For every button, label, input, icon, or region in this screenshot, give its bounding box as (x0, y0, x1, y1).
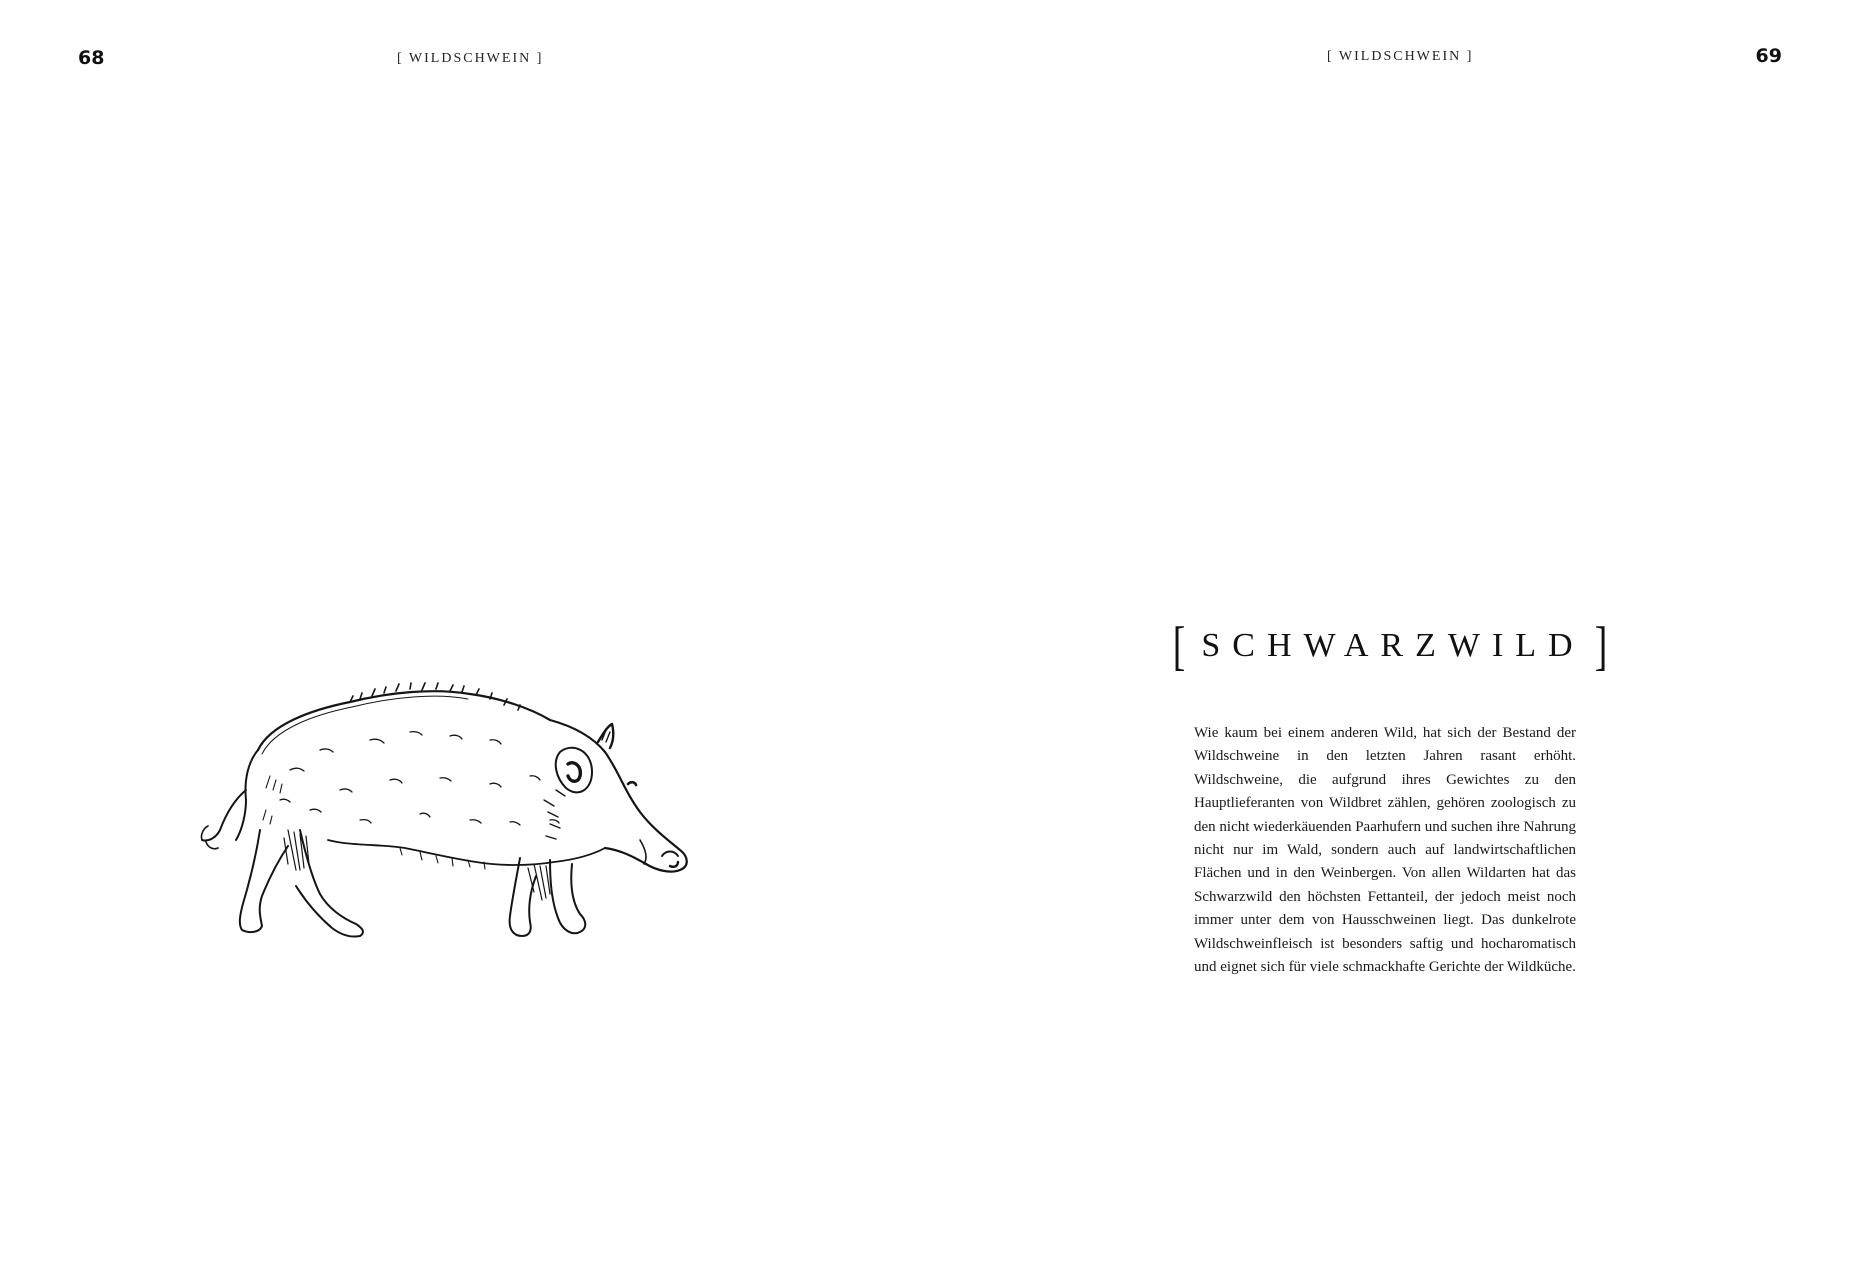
chapter-title-text: SCHWARZWILD (1201, 627, 1585, 664)
chapter-title-close-bracket: ] (1594, 616, 1608, 676)
page-number-left: 68 (78, 47, 105, 69)
running-head-left: [ WILDSCHWEIN ] (397, 51, 544, 66)
body-paragraph: Wie kaum bei einem anderen Wild, hat sich der Bestand der Wildschweine in den letzten Jahren rasant erhöht. Wildschweine, die aufgrund ihres Gewichtes zu den Hauptlieferanten von Wildbret zählen, gehören zoologisch zu den nicht wiederkäuenden Paarhufern und suchen ihre Nahrung nicht nur im Wald, sondern auch auf landwirtschaftlichen Flächen und in den Weinbergen. Von allen Wildarten hat das Schwarzwild den höchsten Fettanteil, der jedoch meist noch immer unter dem von Hausschweinen liegt. Das dunkelrote Wildschweinfleisch ist besonders saftig und hocharomatisch und eignet sich für viele schmackhafte Gerichte der Wildküche. (1194, 725, 1576, 976)
running-head-right: [ WILDSCHWEIN ] (1327, 49, 1474, 64)
chapter-title (1170, 616, 1610, 676)
wild-boar-sketch-icon (200, 680, 720, 1020)
chapter-title-open-bracket: [ (1172, 616, 1186, 676)
page-number-right: 69 (1755, 45, 1782, 67)
